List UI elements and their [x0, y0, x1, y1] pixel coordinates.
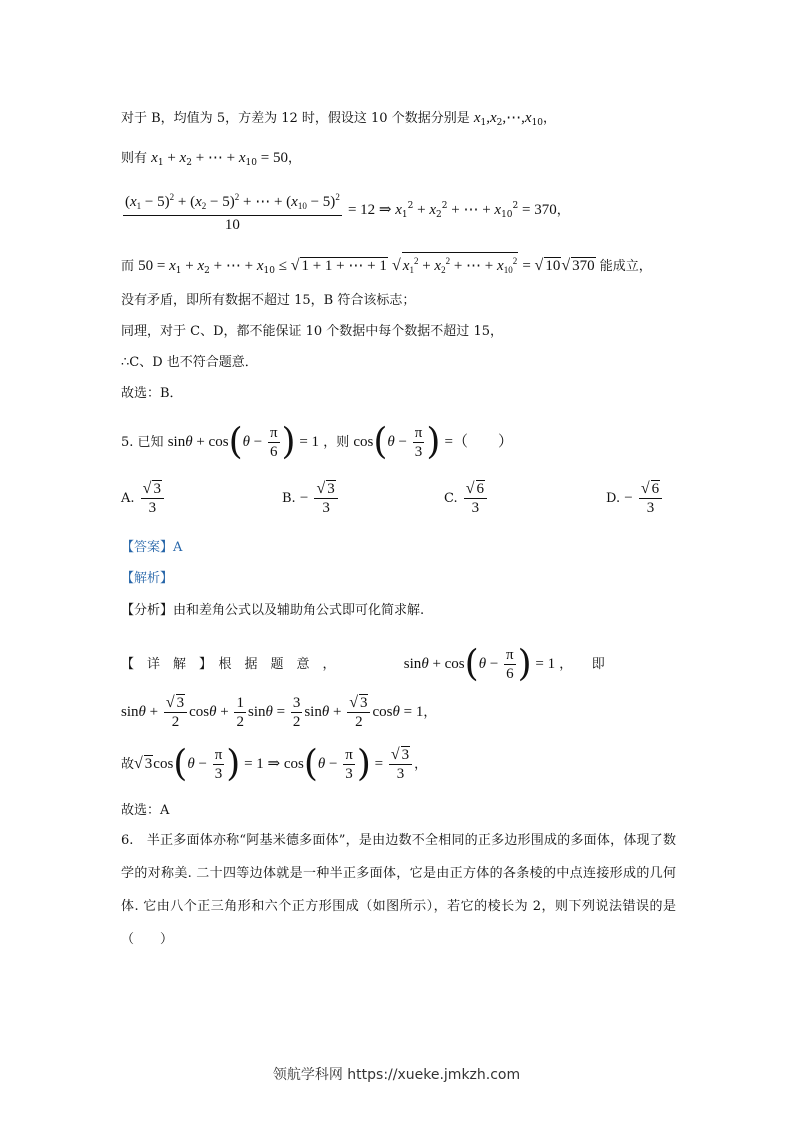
intro-line-4-prefix: 而: [121, 259, 135, 274]
q5-stem-a: 已知: [137, 435, 164, 450]
xiangjie-line: 【 详 解 】 根 据 题 意 ， sinθ + cos(θ − $\frac{\pi}{6}$ ) = 1 ， 即: [121, 643, 605, 685]
option-d-label: D.: [606, 491, 621, 506]
xiangjie-tail: ， 即: [559, 657, 605, 672]
q5-option-c[interactable]: C. $\frac{√ 6}{3}$: [444, 480, 489, 517]
intro-line-7: ∴C、D 也不符合题意．: [121, 355, 258, 370]
q5-number: 5.: [121, 435, 134, 450]
option-b-den: 3: [322, 500, 330, 516]
analysis-tag: 【解析】: [121, 571, 174, 586]
intro-line-4: 而 $50 = x_1 + x_2$ + ⋯ + $x_{10}$ ≤ √ 1 + 1 + ⋯ + 1 √ $x_1^2 + x_2^2$ + ⋯ + $x_{10}^2$ = √ 10√ 370 能成立，: [121, 252, 652, 281]
q5-option-d[interactable]: D. − $\frac{√ 6}{3}$: [606, 480, 664, 517]
option-a-label: A.: [121, 491, 135, 506]
intro-line-1-text: 对于 B，均值为 5，方差为 12 时，假设这 10 个数据分别是: [121, 111, 470, 126]
q5-stem-b: ，则: [323, 435, 350, 450]
intro-line-2-text: 则有: [121, 151, 148, 166]
q5-stem-c: =（ ）: [444, 434, 513, 450]
option-c-den: 3: [471, 500, 480, 516]
intro-line-6: 同理，对于 C、D，都不能保证 10 个数据中每个数据不超过 15，: [121, 324, 503, 339]
q5-conclusion: 故选：A: [121, 803, 170, 818]
q5-option-b[interactable]: B. − $\frac{√ 3}{3}$: [282, 480, 340, 517]
option-b-sign: −: [299, 490, 309, 506]
option-d-den: 3: [646, 500, 655, 516]
fenxi-text: 【分析】由和差角公式以及辅助角公式即可化简求解.: [121, 603, 425, 618]
answer-tag: 【答案】A: [121, 540, 183, 555]
xiangjie-label: 【 详 解 】 根 据 题 意 ，: [121, 657, 336, 672]
option-b-label: B.: [282, 491, 296, 506]
option-b-radicand: 3: [327, 481, 335, 497]
q5-option-a[interactable]: A. $\frac{√ 3}{3}$: [121, 480, 166, 517]
intro-line-4-suffix: 能成立，: [599, 259, 652, 274]
option-c-label: C.: [444, 491, 458, 506]
intro-line-1: 对于 B，均值为 5，方差为 12 时，假设这 10 个数据分别是 $x_1,x_2,\cdots,x_{10}$，: [121, 110, 557, 128]
q6-text: 6. 半正多面体亦称“阿基米德多面体”，是由边数不全相同的正多边形围成的多面体，体现了数学的对称美. 二十四等边体就是一种半正多面体，它是由正方体的各条棱的中点连接形成的几何体. 它由八个正三角形和六个正方形围成（如图所示），若它的棱长为 2，则下列说法错误的是（ ）: [121, 833, 676, 947]
option-a-den: 3: [148, 500, 157, 516]
derivation-line-1: sinθ + $\frac{√ 3}{2}$ cosθ + $\frac{1}{2}$ sinθ = $\frac{3}{2}$ sinθ + $\frac{√ 3}{2}$ cosθ = 1，: [121, 694, 437, 730]
option-a-radicand: 3: [153, 481, 161, 497]
variance-fraction: $\frac{(x_1 - 5)^2 + (x_2 - 5)^2 + \cdots + (x_{10} - 5)^2}{10}$: [123, 188, 342, 234]
intro-line-2: 则有 $x_1 + x_2$ + ⋯ + $x_{10} = 50$，: [121, 150, 301, 168]
q5-stem: 5. 已知 sinθ + cos(θ − $\frac{\pi}{6}$ ) = 1 ，则 cos(θ − $\frac{\pi}{3}$ ) =（ ）: [121, 421, 513, 463]
intro-line-5: 没有矛盾，即所有数据不超过 15，B 符合该标志；: [121, 293, 416, 308]
option-c-radicand: 6: [476, 481, 485, 497]
option-d-sign: −: [624, 490, 633, 506]
derivation-line-2: 故√ 3cos(θ − $\frac{\pi}{3}$ ) = 1 ⇒ cos(θ − $\frac{\pi}{3}$ ) = $\frac{√ 3}{3}$ ，: [121, 743, 428, 785]
footer-watermark: 领航学科网 https://xueke.jmkzh.com: [272, 1067, 521, 1083]
intro-line-8: 故选：B．: [121, 386, 183, 401]
option-d-radicand: 6: [651, 481, 660, 497]
intro-line-3-formula: $\frac{(x_1 - 5)^2 + (x_2 - 5)^2 + \cdots + (x_{10} - 5)^2}{10}$ = 12 ⇒ $x_1^2 + x_2^2$ + ⋯ + $x_{10}^2 = 370$，: [121, 186, 570, 235]
